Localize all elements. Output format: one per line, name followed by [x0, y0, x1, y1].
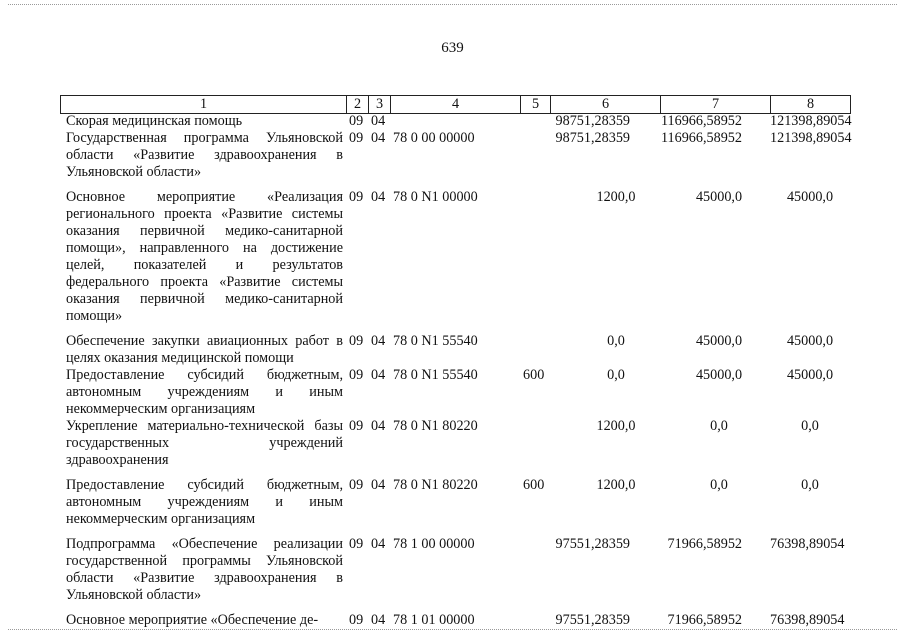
- table-row: [60, 130, 850, 181]
- row-target-article: 78 0 00 00000: [393, 130, 475, 146]
- row-name: Предоставление субсидий бюджетным, автономным учреждениям и иным некоммерческим организациям: [66, 477, 343, 527]
- table-row: [60, 181, 850, 325]
- column-header-5: 5: [521, 96, 551, 114]
- row-section: 09: [349, 113, 364, 129]
- column-header-3: 3: [369, 96, 391, 114]
- budget-table: [60, 113, 850, 629]
- row-expense-type: 600: [523, 477, 545, 493]
- column-header-1: 1: [61, 96, 347, 114]
- row-value-col6: 98751,28359: [555, 113, 630, 129]
- row-name: Укрепление материально-технической базы государственных учреждений здравоохранения: [66, 418, 343, 468]
- row-name: Основное мероприятие «Реализация регионального проекта «Развитие системы оказания первичной медико-санитарной помощи», направленного на достижение целей, показателей и результатов федерального проекта «Развитие системы оказания первичной медико-санитарной помощи»: [66, 189, 343, 324]
- row-subsection: 04: [371, 113, 386, 129]
- table-row: [60, 604, 850, 629]
- column-header-6: 6: [551, 96, 661, 114]
- row-value-col7: 45000,0: [695, 367, 743, 383]
- column-header-row: [61, 96, 851, 114]
- row-subsection: 04: [371, 130, 386, 146]
- table-row: [60, 113, 850, 130]
- row-section: 09: [349, 367, 364, 383]
- scan-edge-bottom: [8, 629, 897, 630]
- row-value-col6: 97551,28359: [555, 536, 630, 552]
- page-number: 639: [441, 40, 464, 56]
- row-value-col6: 98751,28359: [555, 130, 630, 146]
- row-section: 09: [349, 536, 364, 552]
- row-value-col7: 45000,0: [695, 189, 743, 205]
- row-value-col8: 76398,89054: [770, 536, 845, 552]
- row-value-col8: 0,0: [801, 477, 819, 493]
- row-value-col6: 1200,0: [596, 418, 636, 434]
- row-value-col6: 0,0: [607, 333, 625, 349]
- row-expense-type: [520, 418, 550, 469]
- row-value-col6: 1200,0: [596, 189, 636, 205]
- row-subsection: 04: [371, 189, 386, 205]
- row-value-col8: 45000,0: [786, 333, 834, 349]
- row-value-col6: 1200,0: [596, 477, 636, 493]
- row-expense-type: [520, 181, 550, 325]
- table-row: [60, 528, 850, 604]
- row-value-col8: 45000,0: [786, 367, 834, 383]
- row-name: Основное мероприятие «Обеспечение де-: [66, 612, 319, 628]
- row-subsection: 04: [371, 612, 386, 628]
- table-row: [60, 418, 850, 469]
- row-section: 09: [349, 189, 364, 205]
- row-target-article: 78 0 N1 55540: [393, 367, 478, 383]
- row-expense-type: [520, 130, 550, 181]
- row-subsection: 04: [371, 477, 386, 493]
- row-name: Обеспечение закупки авиационных работ в целях оказания медицинской помощи: [66, 333, 343, 366]
- row-expense-type: [520, 528, 550, 604]
- row-name: Государственная программа Ульяновской области «Развитие здравоохранения в Ульяновской области»: [66, 130, 343, 180]
- row-target-article: 78 0 N1 00000: [393, 189, 478, 205]
- row-expense-type: [520, 604, 550, 629]
- row-value-col7: 116966,58952: [660, 113, 742, 129]
- row-name: Скорая медицинская помощь: [66, 113, 243, 129]
- column-header-4: 4: [391, 96, 521, 114]
- table-row: [60, 469, 850, 528]
- column-header-7: 7: [661, 96, 771, 114]
- row-value-col8: 0,0: [801, 418, 819, 434]
- row-section: 09: [349, 477, 364, 493]
- row-value-col8: 121398,89054: [770, 113, 852, 129]
- row-value-col6: 0,0: [607, 367, 625, 383]
- row-value-col8: 76398,89054: [770, 612, 845, 628]
- row-name: Подпрограмма «Обеспечение реализации государственной программы Ульяновской области «Развитие здравоохранения в Ульяновской области»: [66, 536, 343, 603]
- row-expense-type: [520, 325, 550, 367]
- row-section: 09: [349, 418, 364, 434]
- row-target-article: 78 0 N1 55540: [393, 333, 478, 349]
- row-subsection: 04: [371, 418, 386, 434]
- column-header-2: 2: [347, 96, 369, 114]
- row-target-article: [390, 113, 520, 130]
- row-value-col7: 0,0: [710, 418, 728, 434]
- row-value-col7: 45000,0: [695, 333, 743, 349]
- row-value-col7: 71966,58952: [667, 536, 742, 552]
- row-expense-type: 600: [523, 367, 545, 383]
- row-section: 09: [349, 130, 364, 146]
- row-value-col7: 0,0: [710, 477, 728, 493]
- row-value-col6: 97551,28359: [555, 612, 630, 628]
- scan-edge-top: [8, 4, 897, 5]
- row-subsection: 04: [371, 333, 386, 349]
- column-header-8: 8: [771, 96, 851, 114]
- table-row: [60, 367, 850, 418]
- row-subsection: 04: [371, 536, 386, 552]
- table-row: [60, 325, 850, 367]
- row-section: 09: [349, 612, 364, 628]
- row-subsection: 04: [371, 367, 386, 383]
- row-section: 09: [349, 333, 364, 349]
- row-value-col8: 121398,89054: [770, 130, 852, 146]
- column-header-table: [60, 95, 851, 114]
- row-value-col7: 71966,58952: [667, 612, 742, 628]
- row-expense-type: [520, 113, 550, 130]
- row-target-article: 78 0 N1 80220: [393, 477, 478, 493]
- row-value-col7: 116966,58952: [660, 130, 742, 146]
- row-name: Предоставление субсидий бюджетным, автономным учреждениям и иным некоммерческим организациям: [66, 367, 343, 417]
- row-target-article: 78 1 01 00000: [393, 612, 475, 628]
- row-target-article: 78 1 00 00000: [393, 536, 475, 552]
- row-value-col8: 45000,0: [786, 189, 834, 205]
- row-target-article: 78 0 N1 80220: [393, 418, 478, 434]
